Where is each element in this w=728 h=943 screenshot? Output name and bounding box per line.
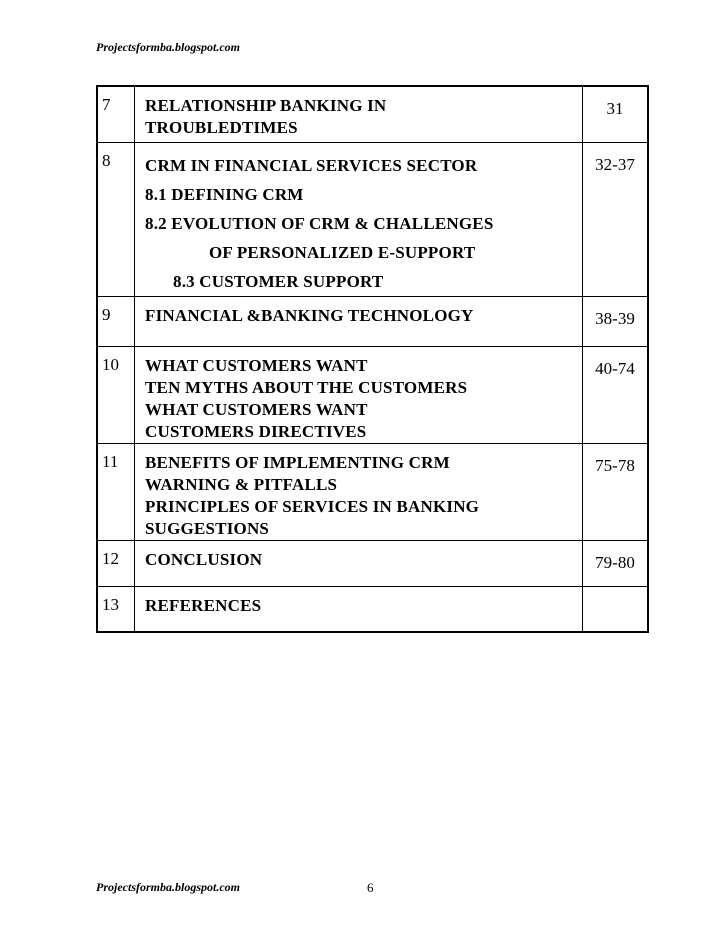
toc-title-line: CONCLUSION bbox=[145, 549, 263, 569]
toc-title-line: CUSTOMERS DIRECTIVES bbox=[145, 421, 367, 441]
toc-title bbox=[135, 346, 583, 443]
toc-title-line: OF PERSONALIZED E-SUPPORT bbox=[209, 242, 476, 262]
header-site-name: Projectsformba.blogspot.com bbox=[96, 40, 240, 54]
toc-title bbox=[135, 586, 583, 632]
toc-row-8 bbox=[97, 142, 648, 296]
toc-title-line: 8.3 CUSTOMER SUPPORT bbox=[173, 271, 384, 291]
toc-number: 12 bbox=[97, 540, 135, 586]
toc-title-line: WHAT CUSTOMERS WANT bbox=[145, 355, 368, 375]
toc-pages: 40-74 bbox=[583, 346, 649, 443]
toc-row-11 bbox=[97, 443, 648, 540]
toc-title bbox=[135, 443, 583, 540]
toc-pages: 32-37 bbox=[583, 142, 649, 296]
toc-number: 11 bbox=[97, 443, 135, 540]
toc-number: 7 bbox=[97, 86, 135, 142]
toc-pages: 79-80 bbox=[583, 540, 649, 586]
toc-pages bbox=[583, 586, 649, 632]
toc-title bbox=[135, 86, 583, 142]
toc-title bbox=[135, 296, 583, 346]
toc-row-9 bbox=[97, 296, 648, 346]
toc-title-line: TEN MYTHS ABOUT THE CUSTOMERS bbox=[145, 377, 468, 397]
toc-title-line: 8.2 EVOLUTION OF CRM & CHALLENGES bbox=[145, 213, 494, 233]
table-of-contents bbox=[96, 85, 649, 633]
toc-title-line: CRM IN FINANCIAL SERVICES SECTOR bbox=[145, 155, 478, 175]
toc-title-line: TROUBLEDTIMES bbox=[145, 118, 298, 137]
toc-number: 8 bbox=[97, 142, 135, 296]
toc-row-10 bbox=[97, 346, 648, 443]
toc-pages: 75-78 bbox=[583, 443, 649, 540]
toc-row-7 bbox=[97, 86, 648, 142]
footer-site-name: Projectsformba.blogspot.com bbox=[96, 880, 240, 894]
toc-title-line: FINANCIAL &BANKING TECHNOLOGY bbox=[145, 305, 474, 325]
toc-number: 13 bbox=[97, 586, 135, 632]
toc-row-12 bbox=[97, 540, 648, 586]
toc-title-line: REFERENCES bbox=[145, 595, 262, 615]
toc-title bbox=[135, 540, 583, 586]
toc-title-line: SUGGESTIONS bbox=[145, 518, 270, 538]
toc-row-13 bbox=[97, 586, 648, 632]
toc-pages: 38-39 bbox=[583, 296, 649, 346]
toc-pages: 31 bbox=[583, 86, 649, 142]
toc-title-line: WHAT CUSTOMERS WANT bbox=[145, 399, 368, 419]
toc-title-line: RELATIONSHIP BANKING IN bbox=[145, 96, 387, 115]
toc-title-line: WARNING & PITFALLS bbox=[145, 474, 338, 494]
toc-title-line: 8.1 DEFINING CRM bbox=[145, 184, 304, 204]
toc-number: 9 bbox=[97, 296, 135, 346]
toc-title-line: PRINCIPLES OF SERVICES IN BANKING bbox=[145, 496, 480, 516]
toc-title-line: BENEFITS OF IMPLEMENTING CRM bbox=[145, 452, 450, 472]
page-number: 6 bbox=[367, 880, 374, 895]
toc-number: 10 bbox=[97, 346, 135, 443]
toc-title bbox=[135, 142, 583, 296]
